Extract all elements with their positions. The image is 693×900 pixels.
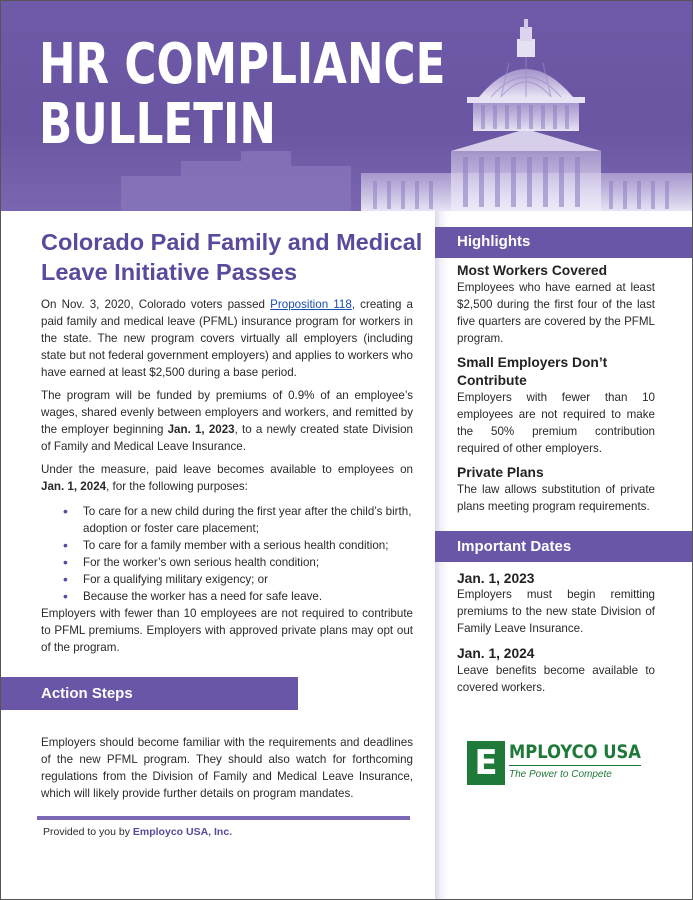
employco-logo-tagline: The Power to Compete [509,769,612,780]
leave-purposes-list [63,503,423,605]
highlight-text-2: Employers with fewer than 10 employees are not required to make the 50% premium contribution required of other employers. [457,391,655,455]
highlight-text-1: Employees who have earned at least $2,500 during the first four of the last five quarters are covered by the PFML program. [457,281,655,345]
highlights-heading: Highlights [457,233,531,250]
list-item: • Because the worker has a need for safe leave. [63,588,423,605]
article-paragraph-3 [41,461,413,495]
employco-logo-letter: E [474,743,498,783]
list-item: • To care for a new child during the first year after the child’s birth, adoption or foster care placement; [63,503,423,537]
p2-date: Jan. 1, 2023 [167,423,235,436]
important-dates-heading: Important Dates [457,538,572,555]
p3-text-before: Under the measure, paid leave becomes available to employees on [41,463,413,476]
date-text-1: Employers must begin remitting premiums to the new state Division of Family Leave Insurance. [457,588,655,635]
highlight-heading-1: Most Workers Covered [457,263,608,278]
header-banner [1,1,692,211]
employco-logo-name: MPLOYCO USA [509,741,641,763]
provided-by-company: Employco USA, Inc. [132,826,233,838]
footer-divider [37,816,410,820]
p3-date: Jan. 1, 2024 [41,480,107,493]
bulletin-title-line2: BULLETIN [39,92,276,157]
p3-text-after: , for the following purposes: [106,480,248,493]
proposition-118-link[interactable]: Proposition 118 [270,298,352,311]
action-steps-text: Employers should become familiar with the requirements and deadlines of the new PFML program. They should also watch for forthcoming regulations from the Division of Family and Medical Leave Insurance, which will likely provide further details on program mandates. [41,736,413,800]
bulletin-title-line1: HR COMPLIANCE [39,32,446,97]
date-heading-2: Jan. 1, 2024 [457,646,535,661]
article-paragraph-2 [41,387,413,455]
p2-text-before: The program will be funded by premiums of 0.9% of an employee’s wages, shared evenly between employers and workers, and remitted by the employer beginning [41,389,413,436]
list-item: • For a qualifying military exigency; or [63,571,423,588]
p1-text-before: On Nov. 3, 2020, Colorado voters passed [41,298,271,311]
date-text-2: Leave benefits become available to covered workers. [457,664,655,694]
provided-by-line [43,825,232,839]
article-paragraph-4: Employers with fewer than 10 employees are not required to contribute to PFML premiums. Employers with approved private plans may opt out of the program. [41,607,413,654]
action-steps-heading: Action Steps [41,685,133,702]
list-item: • For the worker’s own serious health condition; [63,554,423,571]
bulletin-title [39,32,446,157]
highlight-heading-2: Small Employers Don’t Contribute [457,355,608,388]
list-item: • To care for a family member with a serious health condition; [63,537,423,554]
date-heading-1: Jan. 1, 2023 [457,571,535,586]
p2-text-after: , to a newly created state Division of Family and Medical Leave Insurance. [41,423,414,453]
highlight-text-3: The law allows substitution of private plans meeting program requirements. [457,483,655,513]
provided-by-prefix: Provided to you by [43,826,133,838]
article-paragraph-1 [41,296,413,381]
employco-logo-rule [509,765,641,766]
p1-text-after: , creating a paid family and medical leave (PFML) insurance program for workers in the state. The new program covers virtually all employers (including state but not federal government employers) and applies to workers who have earned at least $2,500 during a base period. [41,298,414,379]
article-title: Colorado Paid Family and Medical Leave Initiative Passes [41,229,423,285]
highlight-heading-3: Private Plans [457,465,544,480]
